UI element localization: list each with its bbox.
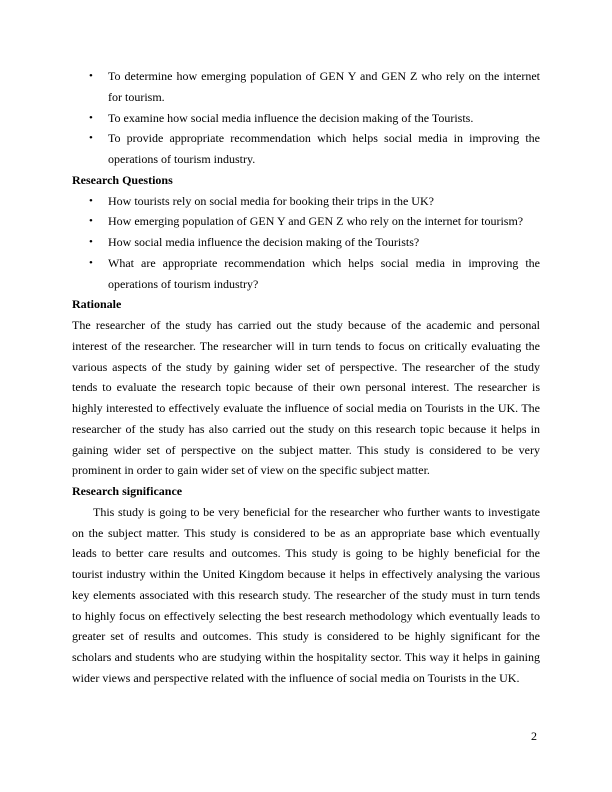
list-item — [72, 108, 540, 129]
rationale-heading: Rationale — [72, 297, 122, 312]
research-significance-paragraph: This study is going to be very beneficial for the researcher who further wants to investigate on the subject matter. This study is considered to be as an appropriate base which eventually leads to better care results and outcomes. This study is going to be highly beneficial for the tourist industry within the United Kingdom because it helps in effectively analysing the various key elements associated with this research study. The researcher of the study must in turn tends to highly focus on effectively selecting the best research methodology which eventually leads to greater set of results and outcomes. This study is considered to be highly significant for the scholars and students who are studying within the hospitality sector. This way it helps in gaining wider views and perspective related with the influence of social media on Tourists in the UK. — [72, 504, 540, 685]
objectives-list — [72, 66, 540, 170]
page-content — [72, 66, 540, 689]
list-item — [72, 66, 540, 108]
list-item-text: How tourists rely on social media for booking their trips in the UK? — [108, 193, 434, 208]
bullet-icon: • — [89, 111, 93, 124]
research-significance-heading: Research significance — [72, 484, 183, 498]
bullet-icon: • — [89, 236, 93, 248]
bullet-icon: • — [89, 215, 93, 228]
research-questions-list — [72, 191, 540, 295]
bullet-icon: • — [89, 256, 93, 269]
list-item-text: How emerging population of GEN Y and GEN Z who rely on the internet for tourism? — [108, 214, 524, 229]
research-questions-heading: Research Questions — [72, 172, 173, 187]
list-item — [72, 128, 540, 170]
list-item-text: How social media influence the decision making of the Tourists? — [108, 235, 420, 249]
page-number: 2 — [531, 729, 537, 743]
list-item-text: To examine how social media influence the decision making of the Tourists. — [108, 110, 474, 125]
list-item — [72, 232, 540, 253]
list-item — [72, 211, 540, 232]
bullet-icon: • — [89, 70, 93, 82]
rationale-paragraph: The researcher of the study has carried out the study because of the academic and personal interest of the researcher. The researcher will in turn tends to focus on critically evaluating the various aspects of the study by gaining wider set of perspective. The researcher of the study tends to evaluate the research topic because of their own personal interest. The researcher is highly interested to effectively evaluate the influence of social media on Tourists in the UK. The researcher of the study has also carried out the study on this research topic because it helps in gaining wider set of perspective on the subject matter. This study is considered to be very prominent in order to gain wider set of view on the specific subject matter. — [72, 318, 540, 478]
list-item — [72, 253, 540, 295]
bullet-icon: • — [89, 132, 93, 145]
list-item-text: To determine how emerging population of GEN Y and GEN Z who rely on the internet for tourism. — [108, 69, 540, 104]
list-item — [72, 191, 540, 212]
list-item-text: To provide appropriate recommendation which helps social media in improving the operations of tourism industry. — [108, 131, 540, 166]
bullet-icon: • — [89, 194, 93, 207]
list-item-text: What are appropriate recommendation which helps social media in improving the operations of tourism industry? — [108, 255, 540, 291]
